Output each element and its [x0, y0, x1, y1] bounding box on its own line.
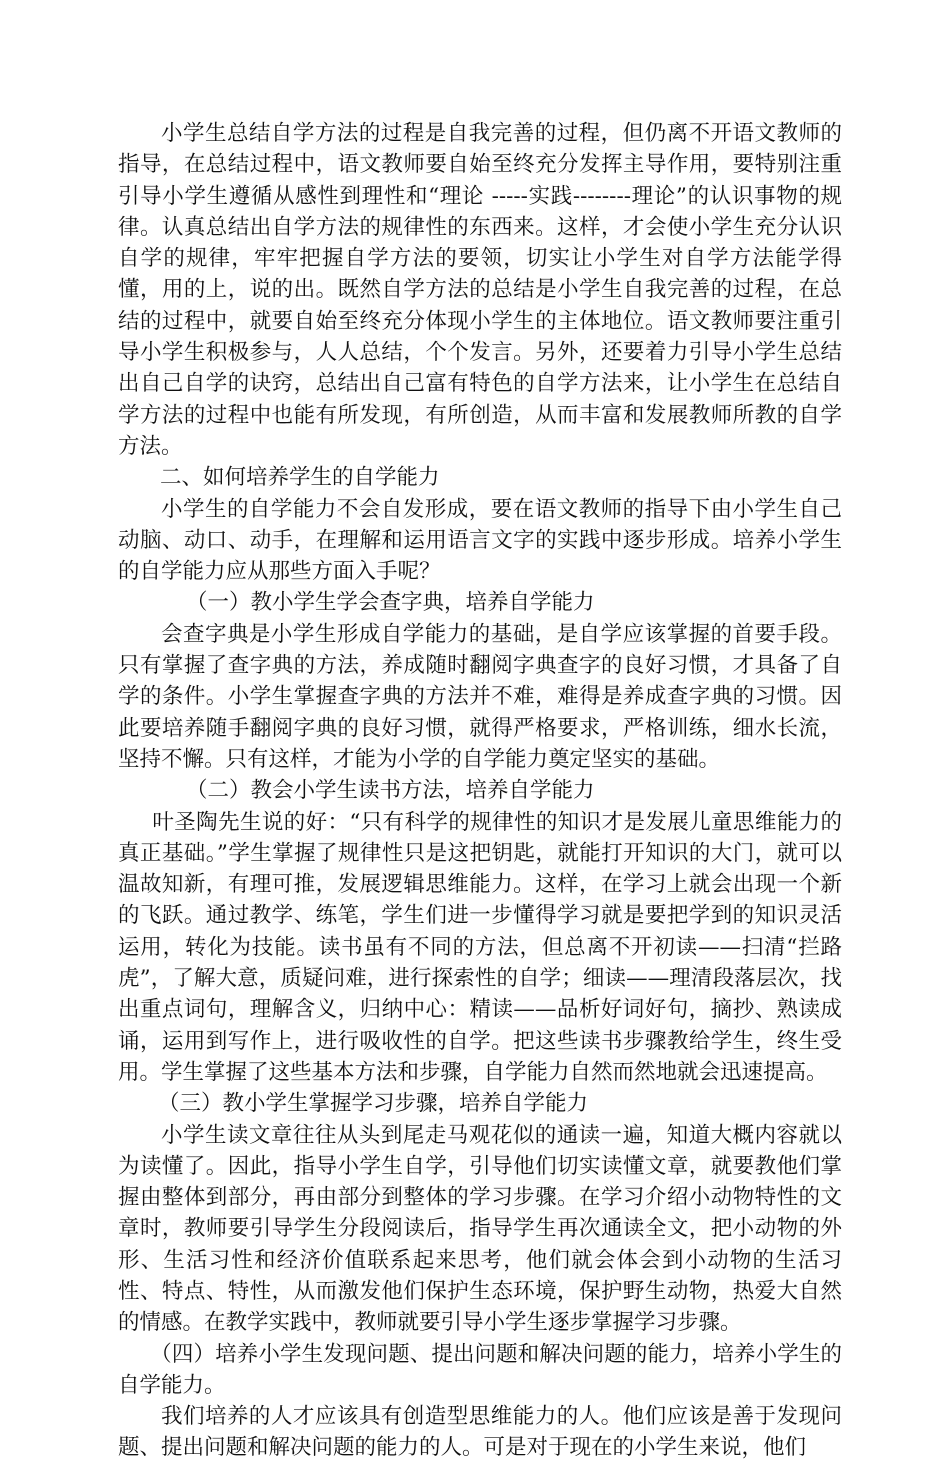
paragraph-learning-steps: 小学生读文章往往从头到尾走马观花似的通读一遍，知道大概内容就以为读懂了。因此，指导小学生自学，引导他们切实读懂文章，就要教他们掌握由整体到部分，再由部分到整体的学习步骤。在学习介绍小动物特性的文章时，教师要引导学生分段阅读后，指导学生再次通读全文，把小动物的外形、生活习性和经济价值联系起来思考，他们就会体会到小动物的生活习性、特点、特性，从而激发他们保护生态环境，保护野生动物，热爱大自然的情感。在教学实践中，教师就要引导小学生逐步掌握学习步骤。 — [118, 1122, 842, 1336]
subheading-1: （一）教小学生学会查字典，培养自学能力 — [186, 590, 595, 616]
subheading-4: （四）培养小学生发现问题、提出问题和解决问题的能力，培养小学生的自学能力。 — [118, 1341, 842, 1398]
paragraph-reading-methods: 叶圣陶先生说的好：“只有科学的规律性的知识才是发展儿童思维能力的真正基础。”学生掌握了规律性只是这把钥匙，就能打开知识的大门，就可以温故知新，有理可推，发展逻辑思维能力。这样，在学习上就会出现一个新的飞跃。通过教学、练笔，学生们进一步懂得学习就是要把学到的知识灵活运用，转化为技能。读书虽有不同的方法，但总离不开初读——扫清“拦路虎”，了解大意，质疑问难，进行探索性的自学；细读——理清段落层次，找出重点词句，理解含义，归纳中心：精读——品析好词好句，摘抄、熟读成诵，运用到写作上，进行吸收性的自学。把这些读书步骤教给学生，终生受用。学生掌握了这些基本方法和步骤，自学能力自然而然地就会迅速提高。 — [118, 809, 842, 1085]
section-heading-2: 二、如何培养学生的自学能力 — [160, 465, 440, 491]
paragraph-creative-thinking: 我们培养的人才应该具有创造型思维能力的人。他们应该是善于发现问题、提出问题和解决问题的能力的人。可是对于现在的小学生来说，他们 — [118, 1404, 842, 1461]
subheading-3: （三）教小学生掌握学习步骤，培养自学能力 — [158, 1091, 589, 1117]
paragraph-summary-methods: 小学生总结自学方法的过程是自我完善的过程，但仍离不开语文教师的指导，在总结过程中，语文教师要自始至终充分发挥主导作用，要特别注重引导小学生遵循从感性到理性和“理论 -----实践--------理论”的认识事物的规律。认真总结出自学方法的规律性的东西来。这样，才会使小学生充分认识自学的规律，牢牢把握自学方法的要领，切实让小学生对自学方法能学得懂，用的上，说的出。既然自学方法的总结是小学生自我完善的过程，在总结的过程中，就要自始至终充分体现小学生的主体地位。语文教师要注重引导小学生积极参与，人人总结，个个发言。另外，还要着力引导小学生总结出自己自学的诀窍，总结出自己富有特色的自学方法来，让小学生在总结自学方法的过程中也能有所发现，有所创造，从而丰富和发展教师所教的自学方法。 — [118, 121, 842, 459]
paragraph-intro-abilities: 小学生的自学能力不会自发形成，要在语文教师的指导下由小学生自己动脑、动口、动手，在理解和运用语言文字的实践中逐步形成。培养小学生的自学能力应从那些方面入手呢？ — [118, 496, 842, 585]
paragraph-dictionary: 会查字典是小学生形成自学能力的基础，是自学应该掌握的首要手段。只有掌握了查字典的方法，养成随时翻阅字典查字的良好习惯，才具备了自学的条件。小学生掌握查字典的方法并不难，难得是养成查字典的习惯。因此要培养随手翻阅字典的良好习惯，就得严格要求，严格训练，细水长流，坚持不懈。只有这样，才能为小学的自学能力奠定坚实的基础。 — [118, 621, 842, 772]
subheading-2: （二）教会小学生读书方法，培养自学能力 — [186, 778, 595, 804]
